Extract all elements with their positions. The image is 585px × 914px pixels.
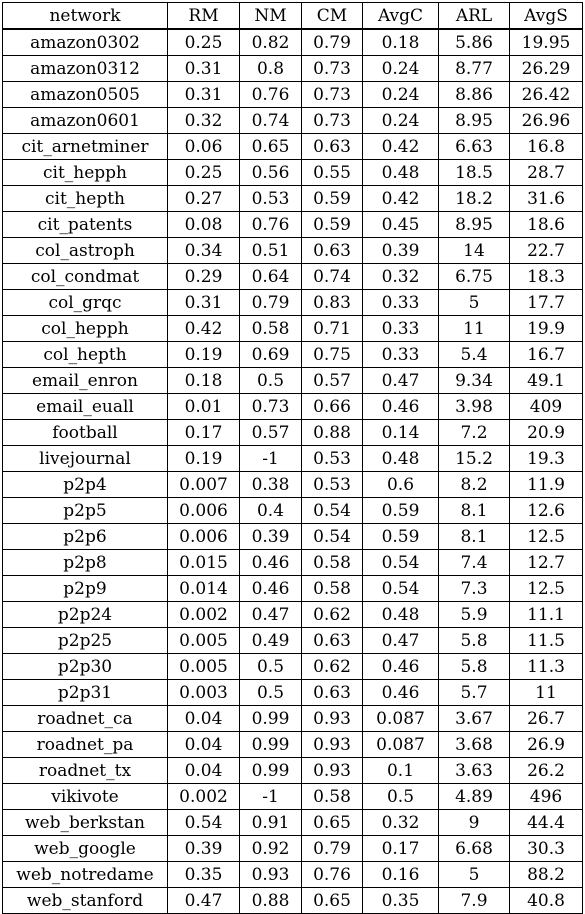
- metric-cell: 3.63: [439, 758, 510, 784]
- metric-cell: 6.63: [439, 134, 510, 160]
- metric-cell: 0.19: [168, 342, 240, 368]
- column-header-5: ARL: [439, 3, 510, 30]
- metric-cell: 0.31: [168, 82, 240, 108]
- metric-cell: 0.31: [168, 290, 240, 316]
- metric-cell: 0.56: [240, 160, 302, 186]
- table-row: [3, 186, 583, 212]
- metric-cell: 0.33: [363, 290, 439, 316]
- metric-cell: 26.29: [510, 56, 583, 82]
- network-name-cell: email_euall: [3, 394, 168, 420]
- metric-cell: 0.42: [168, 316, 240, 342]
- metric-cell: 0.76: [240, 212, 302, 238]
- metric-cell: 0.75: [302, 342, 363, 368]
- metric-cell: 8.95: [439, 212, 510, 238]
- network-name-cell: roadnet_pa: [3, 732, 168, 758]
- network-name-cell: amazon0312: [3, 56, 168, 82]
- metric-cell: 0.51: [240, 238, 302, 264]
- metric-cell: 3.98: [439, 394, 510, 420]
- metric-cell: 0.005: [168, 654, 240, 680]
- metric-cell: 0.18: [168, 368, 240, 394]
- metric-cell: 0.39: [363, 238, 439, 264]
- table-row: [3, 108, 583, 134]
- metric-cell: 0.79: [302, 836, 363, 862]
- metric-cell: 5.9: [439, 602, 510, 628]
- column-header-6: AvgS: [510, 3, 583, 30]
- table-row: [3, 446, 583, 472]
- metric-cell: 0.99: [240, 758, 302, 784]
- metric-cell: 0.48: [363, 446, 439, 472]
- metric-cell: 409: [510, 394, 583, 420]
- metric-cell: 0.93: [302, 732, 363, 758]
- metric-cell: -1: [240, 446, 302, 472]
- metric-cell: 0.01: [168, 394, 240, 420]
- network-name-cell: p2p25: [3, 628, 168, 654]
- metric-cell: 0.48: [363, 602, 439, 628]
- metric-cell: 0.62: [302, 654, 363, 680]
- metric-cell: 26.9: [510, 732, 583, 758]
- metric-cell: 3.68: [439, 732, 510, 758]
- metric-cell: 8.1: [439, 524, 510, 550]
- column-header-3: CM: [302, 3, 363, 30]
- metric-cell: 0.92: [240, 836, 302, 862]
- metric-cell: 0.006: [168, 498, 240, 524]
- metric-cell: 0.002: [168, 784, 240, 810]
- metric-cell: 0.93: [240, 862, 302, 888]
- metric-cell: 0.58: [240, 316, 302, 342]
- metric-cell: 0.5: [363, 784, 439, 810]
- metric-cell: 19.95: [510, 29, 583, 56]
- metric-cell: 0.58: [302, 576, 363, 602]
- metric-cell: 0.46: [363, 654, 439, 680]
- table-row: [3, 732, 583, 758]
- metric-cell: 5.8: [439, 654, 510, 680]
- metric-cell: 0.8: [240, 56, 302, 82]
- metric-cell: 0.82: [240, 29, 302, 56]
- table-row: [3, 368, 583, 394]
- metric-cell: 0.29: [168, 264, 240, 290]
- metric-cell: 0.007: [168, 472, 240, 498]
- network-name-cell: col_grqc: [3, 290, 168, 316]
- metric-cell: 0.31: [168, 56, 240, 82]
- table-row: [3, 888, 583, 914]
- metric-cell: 0.25: [168, 29, 240, 56]
- table-row: [3, 290, 583, 316]
- network-name-cell: livejournal: [3, 446, 168, 472]
- network-name-cell: col_hepph: [3, 316, 168, 342]
- metric-cell: 0.65: [302, 810, 363, 836]
- metric-cell: 5.86: [439, 29, 510, 56]
- metric-cell: 31.6: [510, 186, 583, 212]
- metric-cell: 0.58: [302, 784, 363, 810]
- metric-cell: 0.33: [363, 316, 439, 342]
- metric-cell: 0.91: [240, 810, 302, 836]
- metric-cell: 5.4: [439, 342, 510, 368]
- metric-cell: 0.32: [363, 264, 439, 290]
- metric-cell: 11: [510, 680, 583, 706]
- metric-cell: 49.1: [510, 368, 583, 394]
- metric-cell: 26.2: [510, 758, 583, 784]
- table-row: [3, 420, 583, 446]
- metric-cell: 0.46: [363, 680, 439, 706]
- metric-cell: 0.24: [363, 108, 439, 134]
- metric-cell: 0.002: [168, 602, 240, 628]
- table-row: [3, 56, 583, 82]
- metric-cell: 44.4: [510, 810, 583, 836]
- metric-cell: 9: [439, 810, 510, 836]
- column-header-2: NM: [240, 3, 302, 30]
- metric-cell: 0.63: [302, 628, 363, 654]
- metric-cell: 18.5: [439, 160, 510, 186]
- network-name-cell: football: [3, 420, 168, 446]
- metric-cell: 0.087: [363, 706, 439, 732]
- metric-cell: 9.34: [439, 368, 510, 394]
- metric-cell: 0.65: [240, 134, 302, 160]
- metric-cell: 0.47: [168, 888, 240, 914]
- metric-cell: 19.3: [510, 446, 583, 472]
- table-row: [3, 602, 583, 628]
- metric-cell: 7.3: [439, 576, 510, 602]
- table-row: [3, 576, 583, 602]
- metric-cell: 0.19: [168, 446, 240, 472]
- metric-cell: 0.1: [363, 758, 439, 784]
- metric-cell: 0.5: [240, 654, 302, 680]
- network-name-cell: email_enron: [3, 368, 168, 394]
- metric-cell: 0.53: [302, 446, 363, 472]
- metric-cell: 0.63: [302, 134, 363, 160]
- metric-cell: 11.9: [510, 472, 583, 498]
- metric-cell: 0.55: [302, 160, 363, 186]
- metric-cell: 496: [510, 784, 583, 810]
- metric-cell: 0.63: [302, 680, 363, 706]
- network-name-cell: amazon0505: [3, 82, 168, 108]
- table-row: [3, 29, 583, 56]
- table-row: [3, 706, 583, 732]
- table-row: [3, 472, 583, 498]
- metric-cell: 0.25: [168, 160, 240, 186]
- metric-cell: 8.2: [439, 472, 510, 498]
- metric-cell: 0.59: [302, 212, 363, 238]
- network-name-cell: col_condmat: [3, 264, 168, 290]
- metric-cell: 0.73: [302, 56, 363, 82]
- network-name-cell: p2p24: [3, 602, 168, 628]
- network-name-cell: p2p30: [3, 654, 168, 680]
- metric-cell: 0.71: [302, 316, 363, 342]
- metric-cell: 0.48: [363, 160, 439, 186]
- metric-cell: 0.79: [240, 290, 302, 316]
- metric-cell: 0.32: [168, 108, 240, 134]
- network-name-cell: web_notredame: [3, 862, 168, 888]
- table-row: [3, 628, 583, 654]
- metric-cell: 0.83: [302, 290, 363, 316]
- metric-cell: 0.54: [363, 576, 439, 602]
- table-row: [3, 160, 583, 186]
- metric-cell: 0.04: [168, 758, 240, 784]
- metric-cell: 0.34: [168, 238, 240, 264]
- metric-cell: 5: [439, 862, 510, 888]
- metric-cell: 0.88: [240, 888, 302, 914]
- metric-cell: 0.45: [363, 212, 439, 238]
- metric-cell: 3.67: [439, 706, 510, 732]
- metric-cell: 0.74: [240, 108, 302, 134]
- metric-cell: 8.1: [439, 498, 510, 524]
- metric-cell: 6.68: [439, 836, 510, 862]
- metric-cell: 7.4: [439, 550, 510, 576]
- metric-cell: 8.95: [439, 108, 510, 134]
- metric-cell: 0.087: [363, 732, 439, 758]
- network-name-cell: web_google: [3, 836, 168, 862]
- metric-cell: 11.1: [510, 602, 583, 628]
- metric-cell: 22.7: [510, 238, 583, 264]
- metric-cell: 0.39: [240, 524, 302, 550]
- metric-cell: 0.53: [302, 472, 363, 498]
- metric-cell: 4.89: [439, 784, 510, 810]
- metric-cell: 12.5: [510, 576, 583, 602]
- metric-cell: 0.59: [363, 498, 439, 524]
- network-name-cell: roadnet_tx: [3, 758, 168, 784]
- metric-cell: 5.8: [439, 628, 510, 654]
- metric-cell: 0.38: [240, 472, 302, 498]
- metric-cell: 0.5: [240, 680, 302, 706]
- metric-cell: 0.79: [302, 29, 363, 56]
- network-name-cell: amazon0302: [3, 29, 168, 56]
- metric-cell: 0.06: [168, 134, 240, 160]
- table-row: [3, 498, 583, 524]
- metric-cell: 0.93: [302, 758, 363, 784]
- network-name-cell: p2p8: [3, 550, 168, 576]
- metric-cell: 16.7: [510, 342, 583, 368]
- metric-cell: 0.47: [240, 602, 302, 628]
- metric-cell: 0.76: [240, 82, 302, 108]
- network-metrics-table: [2, 2, 583, 914]
- network-name-cell: col_hepth: [3, 342, 168, 368]
- metric-cell: 0.003: [168, 680, 240, 706]
- metric-cell: 0.74: [302, 264, 363, 290]
- metric-cell: 0.66: [302, 394, 363, 420]
- metric-cell: 18.2: [439, 186, 510, 212]
- metric-cell: 0.54: [363, 550, 439, 576]
- metric-cell: 0.53: [240, 186, 302, 212]
- table-row: [3, 836, 583, 862]
- column-header-4: AvgC: [363, 3, 439, 30]
- metric-cell: 0.46: [363, 394, 439, 420]
- metric-cell: 0.42: [363, 186, 439, 212]
- metric-cell: 0.32: [363, 810, 439, 836]
- table-row: [3, 784, 583, 810]
- metric-cell: 0.014: [168, 576, 240, 602]
- metric-cell: 0.24: [363, 56, 439, 82]
- metric-cell: 0.24: [363, 82, 439, 108]
- metric-cell: 7.9: [439, 888, 510, 914]
- metric-cell: 12.7: [510, 550, 583, 576]
- metric-cell: 19.9: [510, 316, 583, 342]
- metric-cell: 17.7: [510, 290, 583, 316]
- metric-cell: 0.57: [302, 368, 363, 394]
- metric-cell: 0.14: [363, 420, 439, 446]
- table-row: [3, 810, 583, 836]
- metric-cell: 0.35: [168, 862, 240, 888]
- metric-cell: 26.42: [510, 82, 583, 108]
- table-row: [3, 862, 583, 888]
- table-row: [3, 758, 583, 784]
- metric-cell: 15.2: [439, 446, 510, 472]
- metric-cell: 26.96: [510, 108, 583, 134]
- metric-cell: 0.54: [302, 524, 363, 550]
- metric-cell: 0.93: [302, 706, 363, 732]
- table-header-row: [3, 3, 583, 30]
- column-header-0: network: [3, 3, 168, 30]
- table-body: [3, 29, 583, 914]
- table-row: [3, 316, 583, 342]
- metric-cell: 11: [439, 316, 510, 342]
- table-row: [3, 394, 583, 420]
- table-row: [3, 524, 583, 550]
- metric-cell: 0.04: [168, 706, 240, 732]
- table-row: [3, 212, 583, 238]
- metric-cell: 0.18: [363, 29, 439, 56]
- metric-cell: 0.39: [168, 836, 240, 862]
- metric-cell: 0.59: [302, 186, 363, 212]
- metric-cell: 40.8: [510, 888, 583, 914]
- metric-cell: 0.65: [302, 888, 363, 914]
- metric-cell: 0.76: [302, 862, 363, 888]
- metric-cell: 0.99: [240, 732, 302, 758]
- metric-cell: 16.8: [510, 134, 583, 160]
- network-name-cell: p2p6: [3, 524, 168, 550]
- metric-cell: 8.86: [439, 82, 510, 108]
- metric-cell: 0.73: [302, 82, 363, 108]
- network-name-cell: cit_hepph: [3, 160, 168, 186]
- metric-cell: 0.17: [168, 420, 240, 446]
- metric-cell: 0.73: [240, 394, 302, 420]
- metric-cell: -1: [240, 784, 302, 810]
- metric-cell: 0.08: [168, 212, 240, 238]
- metric-cell: 12.5: [510, 524, 583, 550]
- network-name-cell: web_berkstan: [3, 810, 168, 836]
- table-row: [3, 680, 583, 706]
- metric-cell: 0.63: [302, 238, 363, 264]
- network-name-cell: cit_hepth: [3, 186, 168, 212]
- metric-cell: 0.17: [363, 836, 439, 862]
- metric-cell: 0.57: [240, 420, 302, 446]
- metric-cell: 0.015: [168, 550, 240, 576]
- metric-cell: 0.5: [240, 368, 302, 394]
- metric-cell: 14: [439, 238, 510, 264]
- table-row: [3, 550, 583, 576]
- metric-cell: 0.49: [240, 628, 302, 654]
- metric-cell: 0.88: [302, 420, 363, 446]
- metric-cell: 0.04: [168, 732, 240, 758]
- network-name-cell: roadnet_ca: [3, 706, 168, 732]
- metric-cell: 0.99: [240, 706, 302, 732]
- metric-cell: 12.6: [510, 498, 583, 524]
- metric-cell: 0.59: [363, 524, 439, 550]
- metric-cell: 0.69: [240, 342, 302, 368]
- metric-cell: 0.58: [302, 550, 363, 576]
- metric-cell: 0.73: [302, 108, 363, 134]
- metric-cell: 88.2: [510, 862, 583, 888]
- metric-cell: 0.54: [168, 810, 240, 836]
- metric-cell: 18.6: [510, 212, 583, 238]
- metric-cell: 20.9: [510, 420, 583, 446]
- metric-cell: 5.7: [439, 680, 510, 706]
- metric-cell: 28.7: [510, 160, 583, 186]
- metric-cell: 0.64: [240, 264, 302, 290]
- metric-cell: 26.7: [510, 706, 583, 732]
- metric-cell: 0.54: [302, 498, 363, 524]
- metric-cell: 6.75: [439, 264, 510, 290]
- table-row: [3, 238, 583, 264]
- network-name-cell: amazon0601: [3, 108, 168, 134]
- network-name-cell: p2p4: [3, 472, 168, 498]
- network-name-cell: p2p5: [3, 498, 168, 524]
- table-row: [3, 342, 583, 368]
- network-name-cell: cit_patents: [3, 212, 168, 238]
- metric-cell: 0.4: [240, 498, 302, 524]
- metric-cell: 0.6: [363, 472, 439, 498]
- network-name-cell: p2p9: [3, 576, 168, 602]
- network-name-cell: cit_arnetminer: [3, 134, 168, 160]
- table-row: [3, 264, 583, 290]
- metric-cell: 11.5: [510, 628, 583, 654]
- metric-cell: 8.77: [439, 56, 510, 82]
- metric-cell: 0.33: [363, 342, 439, 368]
- metric-cell: 0.46: [240, 550, 302, 576]
- network-name-cell: web_stanford: [3, 888, 168, 914]
- metric-cell: 0.27: [168, 186, 240, 212]
- metric-cell: 5: [439, 290, 510, 316]
- metric-cell: 11.3: [510, 654, 583, 680]
- metric-cell: 0.42: [363, 134, 439, 160]
- metric-cell: 0.62: [302, 602, 363, 628]
- metric-cell: 0.35: [363, 888, 439, 914]
- table-row: [3, 82, 583, 108]
- table-row: [3, 654, 583, 680]
- metric-cell: 0.47: [363, 628, 439, 654]
- network-name-cell: col_astroph: [3, 238, 168, 264]
- metric-cell: 0.005: [168, 628, 240, 654]
- network-name-cell: p2p31: [3, 680, 168, 706]
- metric-cell: 0.46: [240, 576, 302, 602]
- metric-cell: 7.2: [439, 420, 510, 446]
- metric-cell: 0.16: [363, 862, 439, 888]
- network-name-cell: vikivote: [3, 784, 168, 810]
- table-row: [3, 134, 583, 160]
- metric-cell: 0.47: [363, 368, 439, 394]
- metric-cell: 30.3: [510, 836, 583, 862]
- metric-cell: 0.006: [168, 524, 240, 550]
- metric-cell: 18.3: [510, 264, 583, 290]
- column-header-1: RM: [168, 3, 240, 30]
